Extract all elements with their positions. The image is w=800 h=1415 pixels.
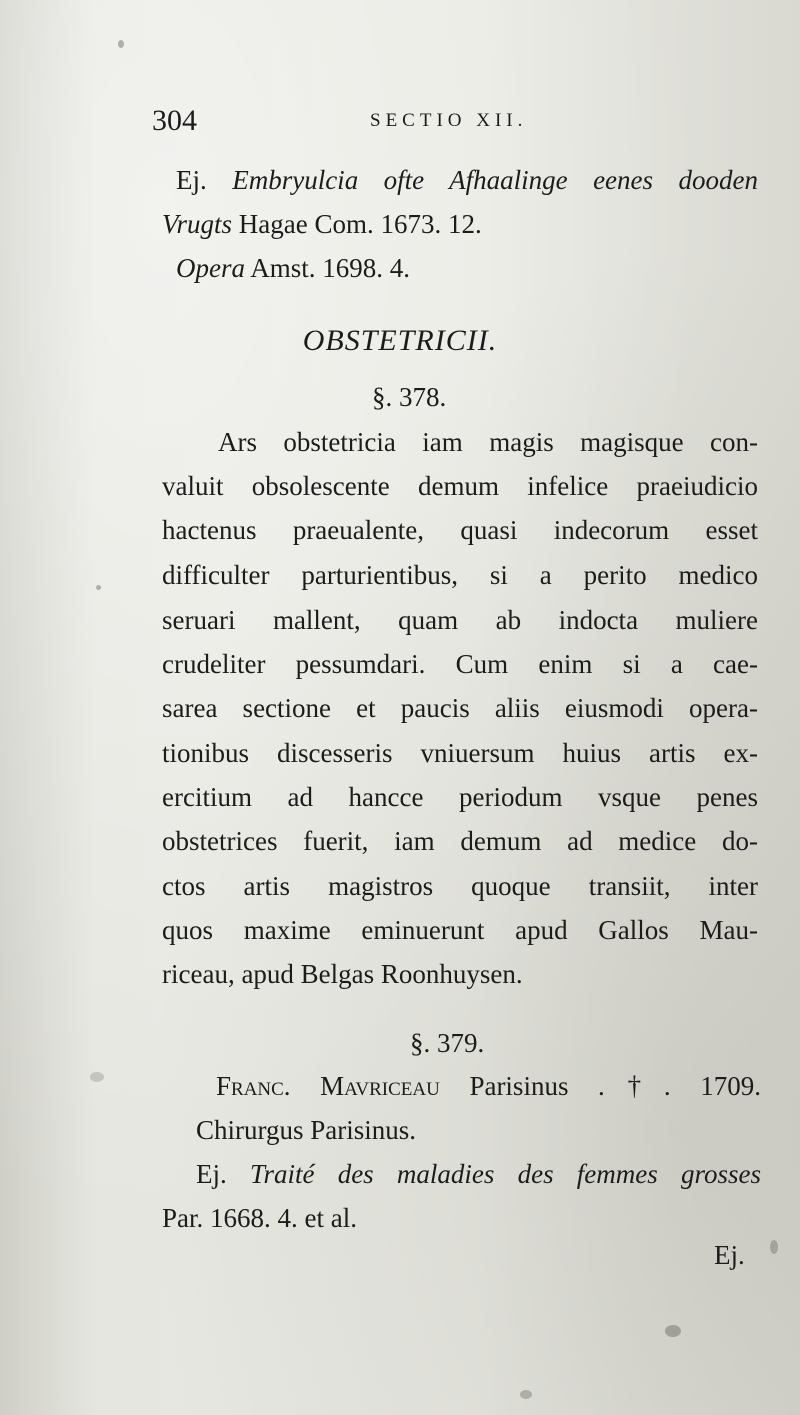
text-line: ctos artis magistros quoque transiit, inter	[162, 871, 758, 901]
text-line: tionibus discesseris vniuersum huius artis ex-	[162, 738, 758, 768]
paper-speck	[520, 1390, 532, 1399]
work-title: Traité des maladies des femmes grosses	[249, 1159, 762, 1189]
entry-prefix: Ej.	[176, 165, 207, 195]
paragraph-sign-378: §. 378.	[372, 382, 447, 412]
paragraph-sign-379: §. 379.	[410, 1028, 485, 1058]
text-line: sarea sectione et paucis aliis eiusmodi opera-	[162, 693, 758, 723]
author-line	[216, 1068, 761, 1104]
text-line: seruari mallent, quam ab indocta muliere	[162, 605, 758, 635]
paper-speck	[665, 1325, 681, 1337]
paper-speck	[118, 40, 124, 48]
text-line: obstetrices fuerit, iam demum ad medice do-	[162, 826, 758, 856]
text-line: difficulter parturientibus, si a perito medico	[162, 560, 758, 590]
entry-imprint: Hagae Com. 1673. 12.	[238, 209, 482, 239]
text-line: valuit obsolescente demum infelice praeiudicio	[162, 471, 758, 501]
author-details: Parisinus .†. 1709.	[469, 1071, 761, 1101]
paper-speck	[96, 585, 101, 590]
catchword: Ej.	[714, 1240, 745, 1270]
paper-speck	[770, 1240, 778, 1254]
work-prefix: Ej.	[196, 1159, 227, 1189]
author-name: Franc. Mavriceau	[216, 1071, 440, 1101]
entry-line-3	[176, 250, 772, 286]
section-heading: OBSTETRICII.	[302, 324, 498, 357]
paper-speck	[90, 1072, 104, 1082]
opera-title: Opera	[176, 253, 245, 283]
entry-line-2	[162, 206, 758, 242]
work-line	[196, 1156, 761, 1192]
entry-line-1	[176, 162, 758, 198]
text-line: crudeliter pessumdari. Cum enim si a cae-	[162, 649, 758, 679]
text-line: quos maxime eminuerunt apud Gallos Mau-	[162, 915, 758, 945]
text-line: hactenus praeualente, quasi indecorum esset	[162, 515, 758, 545]
work-imprint: Par. 1668. 4. et al.	[162, 1203, 357, 1233]
page-number: 304	[152, 104, 197, 137]
text-line: ercitium ad hancce periodum vsque penes	[162, 782, 758, 812]
running-title: SECTIO XII.	[370, 110, 528, 131]
text-line: riceau, apud Belgas Roonhuysen.	[162, 959, 523, 989]
text-line: Ars obstetricia iam magis magisque con-	[218, 427, 758, 457]
entry-title: Embryulcia ofte Afhaalinge eenes dooden	[232, 165, 758, 195]
entry-title-cont: Vrugts	[162, 209, 233, 239]
author-role: Chirurgus Parisinus.	[196, 1115, 417, 1145]
opera-imprint: Amst. 1698. 4.	[250, 253, 411, 283]
